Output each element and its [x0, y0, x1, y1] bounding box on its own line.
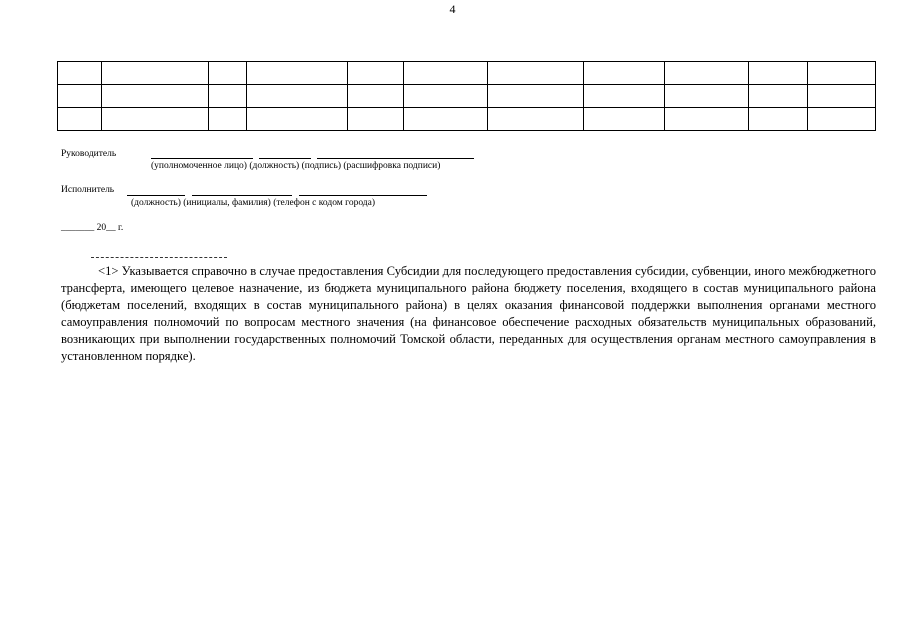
- table-cell: [348, 85, 404, 108]
- table-cell: [808, 85, 876, 108]
- head-signature-line: [317, 158, 474, 159]
- table-cell: [348, 108, 404, 131]
- table-cell: [102, 85, 209, 108]
- table-cell: [247, 85, 348, 108]
- executor-name-line: [192, 195, 292, 196]
- head-caption: (уполномоченное лицо) (должность) (подпись) (расшифровка подписи): [151, 161, 441, 171]
- table-cell: [488, 62, 584, 85]
- table-row: [58, 62, 876, 85]
- head-authorized-person-line: [151, 158, 253, 159]
- table-cell: [808, 108, 876, 131]
- table-row: [58, 85, 876, 108]
- table-cell: [247, 62, 348, 85]
- footnote-text: <1> Указывается справочно в случае предоставления Субсидии для последующего предоставления субсидии, субвенции, иного межбюджетного трансферта, имеющего целевое назначение, из бюджета муниципального района бюджету поселения, входящего в состав муниципального района (бюджетам поселений, входящих в состав муниципального района) в целях оказания финансовой поддержки выполнения органами местного самоуправления полномочий по вопросам местного значения (на финансовое обеспечение расходных обязательств муниципальных образований, возникающих при выполнении государственных полномочий Томской области, переданных для осуществления органам местного самоуправления в установленном порядке).: [61, 264, 876, 363]
- footnote: [61, 263, 876, 365]
- table-cell: [584, 108, 665, 131]
- executor-phone-line: [299, 195, 427, 196]
- table-cell: [749, 85, 808, 108]
- table-cell: [749, 62, 808, 85]
- table-cell: [247, 108, 348, 131]
- table-cell: [58, 62, 102, 85]
- table-cell: [404, 85, 488, 108]
- table-cell: [404, 108, 488, 131]
- table-cell: [665, 62, 749, 85]
- table-cell: [209, 85, 247, 108]
- table-cell: [665, 108, 749, 131]
- table-cell: [58, 108, 102, 131]
- table-cell: [102, 108, 209, 131]
- data-table: [57, 61, 876, 131]
- executor-caption: (должность) (инициалы, фамилия) (телефон с кодом города): [131, 198, 376, 208]
- table-cell: [102, 62, 209, 85]
- table-cell: [584, 85, 665, 108]
- table-cell: [209, 62, 247, 85]
- head-position-line: [259, 158, 311, 159]
- table-cell: [749, 108, 808, 131]
- page-number: 4: [449, 2, 456, 16]
- date-line: _______ 20__ г.: [61, 223, 124, 233]
- table-cell: [584, 62, 665, 85]
- table-cell: [665, 85, 749, 108]
- head-label: Руководитель: [61, 149, 117, 159]
- table-cell: [58, 85, 102, 108]
- table-cell: [808, 62, 876, 85]
- executor-label: Исполнитель: [61, 185, 115, 195]
- table-cell: [404, 62, 488, 85]
- table-row: [58, 108, 876, 131]
- table-cell: [488, 85, 584, 108]
- executor-position-line: [127, 195, 185, 196]
- table-cell: [348, 62, 404, 85]
- table-cell: [209, 108, 247, 131]
- footnote-separator: [91, 257, 227, 258]
- table-cell: [488, 108, 584, 131]
